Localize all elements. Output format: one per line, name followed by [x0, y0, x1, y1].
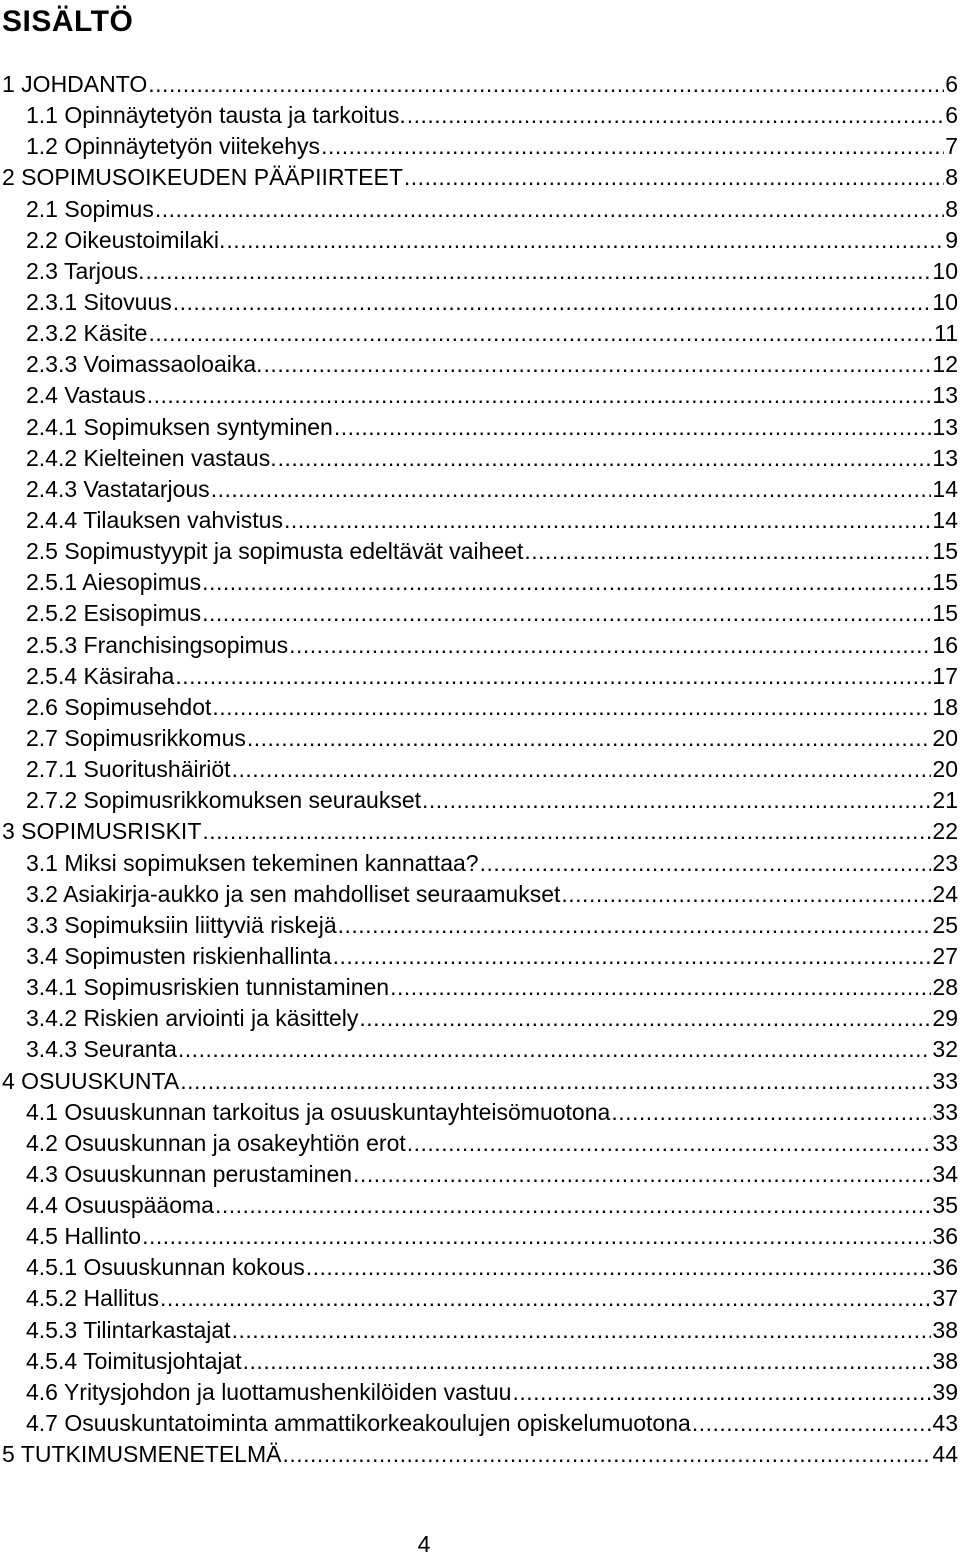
toc-entry-label: 2.2 Oikeustoimilaki. [26, 226, 226, 253]
toc-entry-page: 8 [945, 164, 958, 191]
toc-entry-page: 10 [932, 257, 958, 284]
toc-entry-page: 17 [932, 662, 958, 689]
toc-entry-page: 43 [932, 1410, 958, 1437]
toc-entry[interactable] [0, 1283, 960, 1314]
toc-entry-page: 15 [932, 569, 958, 596]
toc-entry-label: 5 TUTKIMUSMENETELMÄ [2, 1441, 282, 1468]
toc-entry[interactable] [0, 692, 960, 723]
toc-entry-label: 3.4.1 Sopimusriskien tunnistaminen [26, 974, 390, 1001]
toc-entry-label: 4.2 Osuuskunnan ja osakeyhtiön erot [26, 1129, 406, 1156]
toc-entry-label: 2.5.1 Aiesopimus [26, 569, 202, 596]
toc-entry[interactable] [0, 723, 960, 754]
toc-entry-page: 36 [932, 1254, 958, 1281]
toc-dot-leader [353, 1159, 931, 1190]
toc-dot-leader [247, 723, 932, 754]
toc-entry-page: 33 [932, 1067, 958, 1094]
toc-entry[interactable] [0, 567, 960, 598]
page-number: 4 [417, 1531, 431, 1557]
toc-entry-page: 13 [932, 413, 958, 440]
toc-entry-page: 16 [932, 631, 958, 658]
toc-entry[interactable] [0, 1221, 960, 1252]
toc-entry[interactable] [0, 443, 960, 474]
toc-dot-leader [155, 194, 944, 225]
toc-entry-label: 3.4.3 Seuranta [26, 1036, 177, 1063]
toc-dot-leader [202, 816, 931, 847]
toc-dot-leader [278, 443, 932, 474]
toc-entry[interactable] [0, 194, 960, 225]
toc-dot-leader [480, 848, 932, 879]
toc-entry-label: 1.1 Opinnäytetyön tausta ja tarkoitus. [26, 102, 406, 129]
toc-dot-leader [202, 598, 931, 629]
toc-dot-leader [404, 162, 944, 193]
toc-entry-page: 6 [945, 71, 958, 97]
toc-entry[interactable] [0, 1346, 960, 1377]
toc-entry-page: 34 [932, 1160, 958, 1187]
toc-entry-label: 2.4 Vastaus [26, 382, 146, 409]
toc-entry[interactable] [0, 287, 960, 318]
toc-entry-page: 18 [932, 693, 958, 720]
toc-entry[interactable] [0, 661, 960, 692]
toc-dot-leader [232, 1315, 932, 1346]
toc-entry-page: 13 [932, 444, 958, 471]
toc-entry-page: 39 [932, 1378, 958, 1405]
toc-entry[interactable] [0, 879, 960, 910]
toc-dot-leader [147, 380, 932, 411]
toc-entry[interactable] [0, 256, 960, 287]
toc-entry-label: 2 SOPIMUSOIKEUDEN PÄÄPIIRTEET [2, 164, 403, 191]
toc-dot-leader [264, 349, 932, 380]
toc-entry-page: 15 [932, 538, 958, 565]
toc-dot-leader [148, 318, 933, 349]
toc-dot-leader [226, 225, 944, 256]
toc-entry-page: 20 [932, 756, 958, 783]
toc-dot-leader [160, 1283, 931, 1314]
toc-entry-page: 10 [932, 288, 958, 315]
toc-entry-label: 4.5.3 Tilintarkastajat [26, 1316, 231, 1343]
toc-entry-label: 2.5 Sopimustyypit ja sopimusta edeltävät vaiheet [26, 538, 524, 565]
toc-dot-leader [202, 567, 931, 598]
toc-dot-leader [390, 972, 931, 1003]
toc-entry[interactable] [0, 536, 960, 567]
toc-dot-leader [178, 1034, 932, 1065]
toc-entry-label: 4.4 Osuuspääoma [26, 1192, 214, 1219]
toc-dot-leader [284, 505, 931, 536]
toc-dot-leader [611, 1097, 931, 1128]
toc-entry[interactable] [0, 1034, 960, 1065]
toc-dot-leader [333, 941, 932, 972]
toc-entry[interactable] [0, 131, 960, 162]
toc-entry[interactable] [0, 380, 960, 411]
toc-entry-page: 33 [932, 1129, 958, 1156]
toc-entry-label: 2.1 Sopimus [26, 195, 154, 222]
toc-dot-leader [407, 1128, 932, 1159]
toc-dot-leader [524, 536, 931, 567]
toc-entry-label: 3.1 Miksi sopimuksen tekeminen kannattaa? [26, 849, 479, 876]
toc-entry-page: 20 [932, 724, 958, 751]
toc-entry-page: 37 [932, 1285, 958, 1312]
toc-entry-label: 2.5.3 Franchisingsopimus [26, 631, 289, 658]
toc-entry-label: 2.3.3 Voimassaoloaika. [26, 351, 263, 378]
toc-entry-page: 27 [932, 942, 958, 969]
toc-entry-page: 14 [932, 506, 958, 533]
toc-entry-label: 2.3 Tarjous. [26, 257, 145, 284]
toc-entry[interactable] [0, 630, 960, 661]
toc-entry-page: 7 [945, 133, 958, 160]
toc-entry-page: 28 [932, 974, 958, 1001]
toc-entry[interactable] [0, 1066, 960, 1097]
toc-dot-leader [512, 1377, 931, 1408]
toc-dot-leader [232, 754, 932, 785]
toc-entry[interactable] [0, 941, 960, 972]
toc-entry[interactable] [0, 1003, 960, 1034]
toc-entry-page: 9 [945, 226, 958, 253]
toc-entry[interactable] [0, 69, 960, 100]
toc-entry-page: 23 [932, 849, 958, 876]
toc-entry-label: 2.7.2 Sopimusrikkomuksen seuraukset [26, 787, 422, 814]
toc-entry-label: 3.4 Sopimusten riskienhallinta [26, 942, 332, 969]
toc-entry-label: 2.4.3 Vastatarjous [26, 475, 210, 502]
toc-dot-leader [211, 474, 932, 505]
toc-entry-label: 4.6 Yritysjohdon ja luottamushenkilöiden vastuu [26, 1378, 512, 1405]
toc-entry[interactable] [0, 1252, 960, 1283]
toc-entry-page: 21 [932, 787, 958, 814]
toc-entry-page: 25 [932, 911, 958, 938]
toc-entry[interactable] [0, 816, 960, 847]
toc-entry[interactable] [0, 972, 960, 1003]
toc-entry-page: 12 [932, 351, 958, 378]
toc-entry-page: 14 [932, 475, 958, 502]
toc-entry-label: 4.5.4 Toimitusjohtajat [26, 1347, 242, 1374]
toc-entry-label: 4.1 Osuuskunnan tarkoitus ja osuuskuntayhteisömuotona [26, 1098, 611, 1125]
toc-entry-page: 6 [945, 102, 958, 129]
toc-entry-page: 11 [934, 320, 958, 347]
toc-entry-label: 3 SOPIMUSRISKIT [2, 818, 202, 845]
toc-entry-label: 3.2 Asiakirja-aukko ja sen mahdolliset seuraamukset [26, 880, 561, 907]
toc-dot-leader [422, 785, 931, 816]
toc-entry[interactable] [0, 1097, 960, 1128]
toc-entry[interactable] [0, 910, 960, 941]
toc-entry[interactable] [0, 785, 960, 816]
toc-entry[interactable] [0, 1439, 960, 1470]
toc-dot-leader [212, 692, 931, 723]
toc-dot-leader [243, 1346, 932, 1377]
toc-entry-page: 38 [932, 1347, 958, 1374]
toc-entry-page: 38 [932, 1316, 958, 1343]
toc-dot-leader [407, 100, 944, 131]
toc-entry[interactable] [0, 754, 960, 785]
toc-dot-leader [359, 1003, 931, 1034]
page-title: SISÄLTÖ [2, 5, 134, 38]
toc-entry-page: 24 [932, 880, 958, 907]
toc-dot-leader [215, 1190, 931, 1221]
toc-entry-label: 2.5.4 Käsiraha [26, 662, 175, 689]
toc-entry[interactable] [0, 1408, 960, 1439]
toc-entry[interactable] [0, 349, 960, 380]
toc-entry-label: 2.3.2 Käsite [26, 320, 148, 347]
toc-entry-label: 4.3 Osuuskunnan perustaminen [26, 1160, 353, 1187]
toc-entry[interactable] [0, 1377, 960, 1408]
toc-entry[interactable] [0, 162, 960, 193]
toc-entry-page: 33 [932, 1098, 958, 1125]
toc-dot-leader [175, 661, 931, 692]
toc-entry-page: 13 [932, 382, 958, 409]
toc-dot-leader [282, 1439, 931, 1470]
toc-entry-page: 35 [932, 1192, 958, 1219]
toc-entry-label: 2.3.1 Sitovuus [26, 288, 172, 315]
toc-entry-page: 22 [932, 818, 958, 845]
toc-entry-label: 4.5 Hallinto [26, 1223, 142, 1250]
toc-entry-page: 36 [932, 1223, 958, 1250]
toc-entry[interactable] [0, 1128, 960, 1159]
toc-entry-label: 3.3 Sopimuksiin liittyviä riskejä [26, 911, 337, 938]
toc-entry-label: 1.2 Opinnäytetyön viitekehys [26, 133, 321, 160]
toc-entry-page: 44 [932, 1441, 958, 1468]
toc-entry[interactable] [0, 412, 960, 443]
toc-entry[interactable] [0, 100, 960, 131]
toc-entry-page: 29 [932, 1005, 958, 1032]
toc-entry[interactable] [0, 225, 960, 256]
toc-entry-label: 4.5.2 Hallitus [26, 1285, 159, 1312]
toc-entry[interactable] [0, 474, 960, 505]
toc-dot-leader [173, 287, 932, 318]
toc-entry-label: 2.5.2 Esisopimus [26, 600, 202, 627]
toc-entry[interactable] [0, 1159, 960, 1190]
toc-entry-page: 15 [932, 600, 958, 627]
toc-dot-leader [289, 630, 931, 661]
toc-entry-label: 4.5.1 Osuuskunnan kokous [26, 1254, 305, 1281]
toc-entry[interactable] [0, 1315, 960, 1346]
toc-entry[interactable] [0, 1190, 960, 1221]
toc-entry-label: 3.4.2 Riskien arviointi ja käsittely [26, 1005, 359, 1032]
toc-entry-label: 2.6 Sopimusehdot [26, 693, 212, 720]
toc-entry[interactable] [0, 505, 960, 536]
toc-entry-label: 2.7.1 Suoritushäiriöt [26, 756, 231, 783]
toc-entry[interactable] [0, 848, 960, 879]
toc-dot-leader [306, 1252, 932, 1283]
toc-entry-label: 2.4.1 Sopimuksen syntyminen [26, 413, 333, 440]
toc-dot-leader [180, 1066, 931, 1097]
toc-entry-label: 2.4.2 Kielteinen vastaus. [26, 444, 277, 471]
toc-entry-label: 4 OSUUSKUNTA [2, 1067, 180, 1094]
toc-dot-leader [338, 910, 932, 941]
toc-dot-leader [561, 879, 931, 910]
toc-entry[interactable] [0, 598, 960, 629]
toc-entry-label: 4.7 Osuuskuntatoiminta ammattikorkeakoulujen opiskelumuotona [26, 1410, 691, 1437]
toc-entry[interactable] [0, 318, 960, 349]
toc-dot-leader [142, 1221, 931, 1252]
toc-dot-leader [692, 1408, 932, 1439]
toc-entry-page: 32 [932, 1036, 958, 1063]
toc-entry-label: 1 JOHDANTO [2, 71, 148, 97]
table-of-contents [0, 69, 960, 1470]
toc-entry-label: 2.7 Sopimusrikkomus [26, 724, 246, 751]
toc-dot-leader [148, 69, 944, 100]
toc-dot-leader [145, 256, 931, 287]
toc-entry-label: 2.4.4 Tilauksen vahvistus [26, 506, 283, 533]
toc-dot-leader [321, 131, 944, 162]
toc-dot-leader [334, 412, 932, 443]
toc-entry-page: 8 [945, 195, 958, 222]
